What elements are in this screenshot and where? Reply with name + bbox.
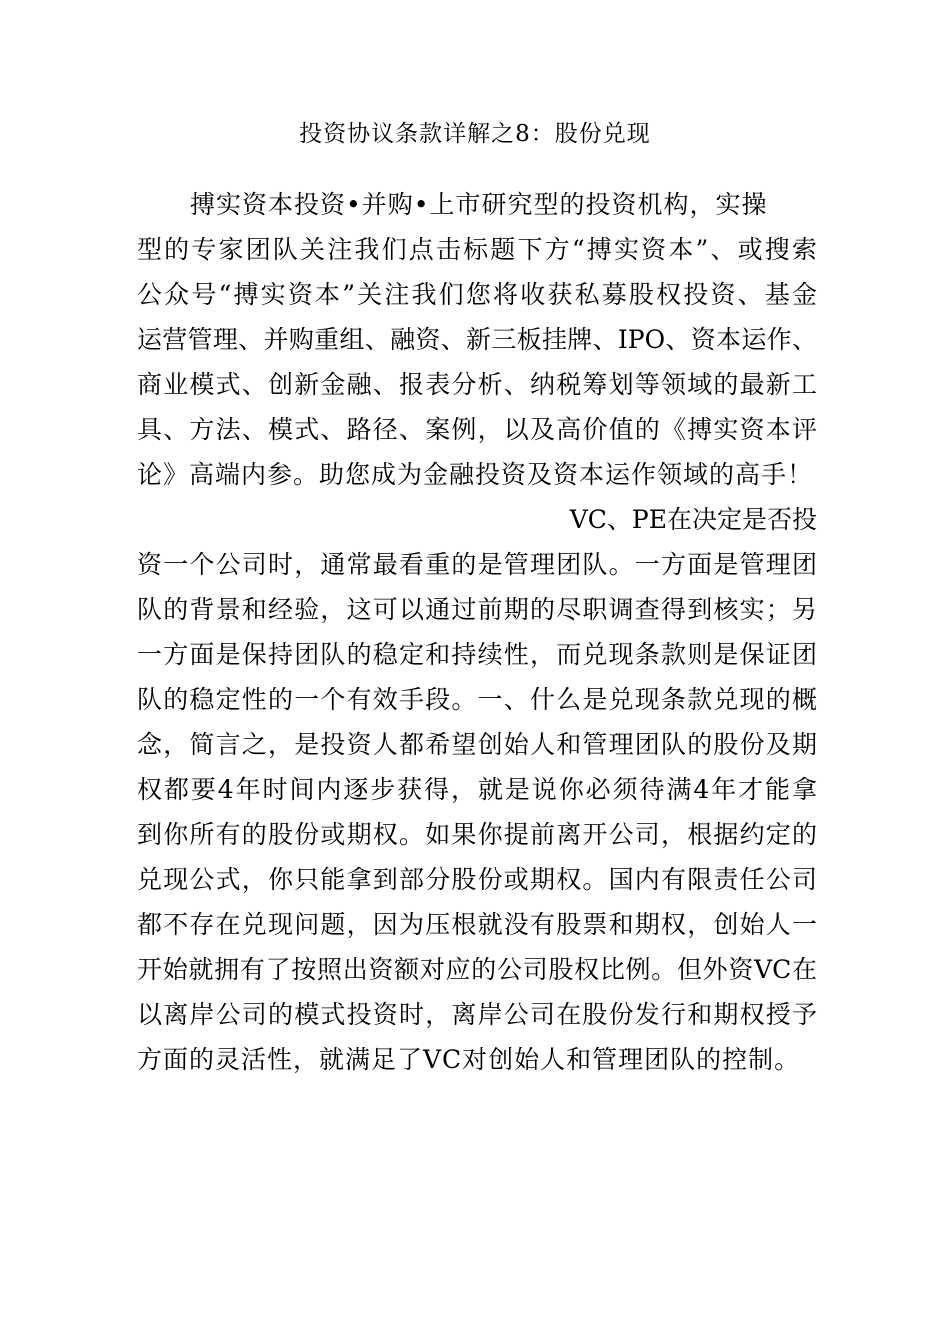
paragraph-line: 权都要4年时间内逐步获得，就是说你必须待满4年才能拿 <box>137 775 817 804</box>
paragraph-line: 以离岸公司的模式投资时，离岸公司在股份发行和期权授予 <box>137 1000 817 1029</box>
paragraph-line: 一方面是保持团队的稳定和持续性，而兑现条款则是保证团 <box>137 640 817 669</box>
paragraph-line: 方面的灵活性，就满足了VC对创始人和管理团队的控制。 <box>137 1045 801 1074</box>
paragraph-line: 型的专家团队关注我们点击标题下方“搏实资本”、或搜索 <box>137 235 817 264</box>
paragraph-line: 运营管理、并购重组、融资、新三板挂牌、IPO、资本运作、 <box>137 325 817 354</box>
paragraph-line: 论》高端内参。助您成为金融投资及资本运作领域的高手！ <box>137 460 814 489</box>
paragraph-line: 公众号“搏实资本”关注我们您将收获私募股权投资、基金 <box>137 280 817 309</box>
paragraph-line: 开始就拥有了按照出资额对应的公司股权比例。但外资VC在 <box>137 955 817 984</box>
document-body <box>137 182 817 1082</box>
paragraph-line: 念，简言之，是投资人都希望创始人和管理团队的股份及期 <box>137 730 817 759</box>
paragraph-line: 都不存在兑现问题，因为压根就没有股票和期权，创始人一 <box>137 910 817 939</box>
paragraph-line: 具、方法、模式、路径、案例，以及高价值的《搏实资本评 <box>137 415 817 444</box>
document-title: 投资协议条款详解之8：股份兑现 <box>299 121 651 147</box>
paragraph-line: 到你所有的股份或期权。如果你提前离开公司，根据约定的 <box>137 820 817 849</box>
paragraph-line: VC、PE在决定是否投 <box>569 505 817 534</box>
paragraph-line: 商业模式、创新金融、报表分析、纳税筹划等领域的最新工 <box>137 370 817 399</box>
paragraph-line: 搏实资本投资•并购•上市研究型的投资机构，实操 <box>190 190 768 219</box>
paragraph-line: 队的背景和经验，这可以通过前期的尽职调查得到核实；另 <box>137 595 817 624</box>
paragraph-line: 队的稳定性的一个有效手段。一、什么是兑现条款兑现的概 <box>137 685 817 714</box>
paragraph-line: 资一个公司时，通常最看重的是管理团队。一方面是管理团 <box>137 550 817 579</box>
paragraph-line: 兑现公式，你只能拿到部分股份或期权。国内有限责任公司 <box>137 865 817 894</box>
